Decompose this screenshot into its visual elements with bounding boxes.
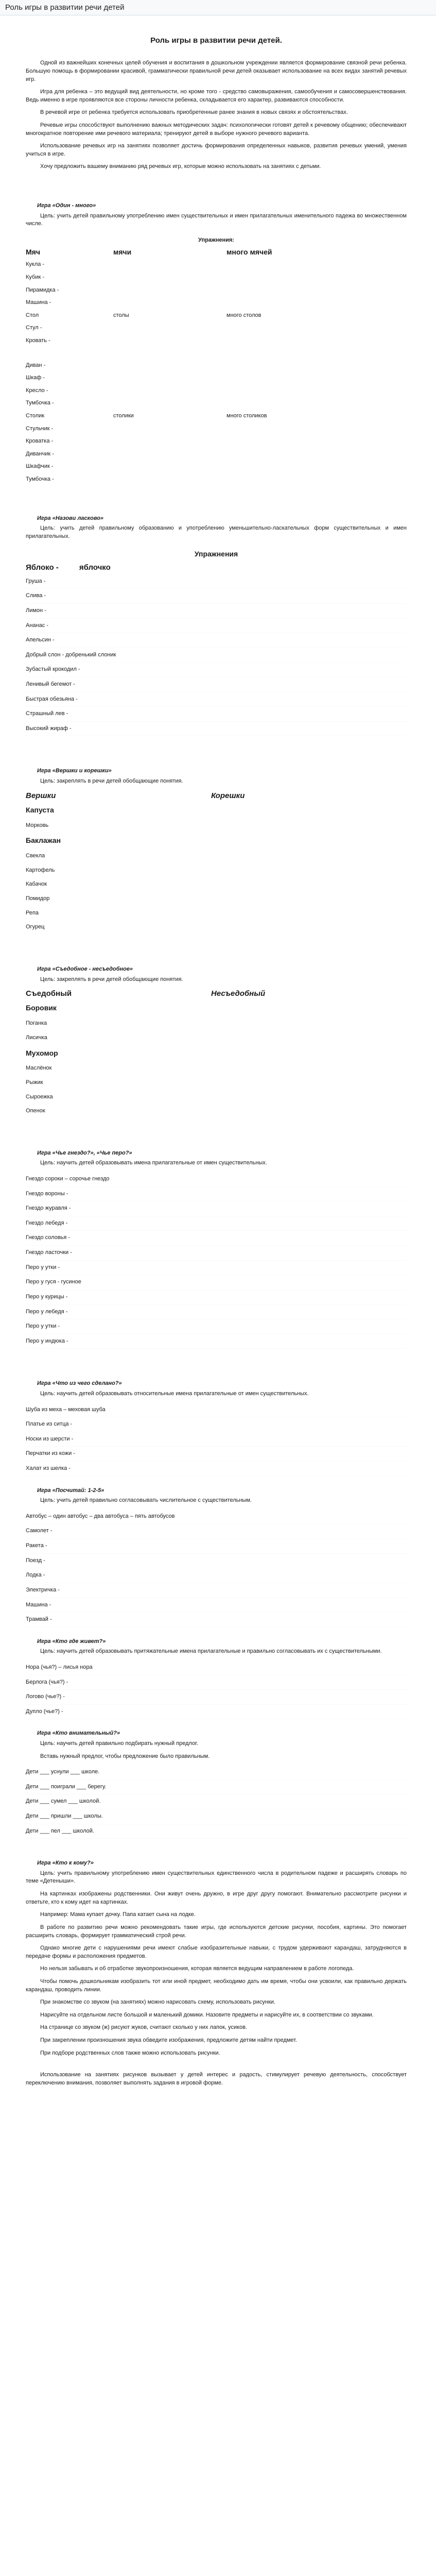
game-title: Игра «Вершки и корешки» xyxy=(37,768,112,774)
table-cell xyxy=(26,350,113,357)
body-paragraph: При закреплении произношения звука обведите изображения, предложите детям найти предмет. xyxy=(40,2037,298,2043)
intro-paragraph: Игра для ребенка – это ведущий вид деятельности, но кроме того - средство самовыражения, самообучения и самосовершенствования. Ведь именно в игре проявляются все стороны личности ребенка, складывается его характер, развиваются способности. xyxy=(26,89,407,103)
body-paragraph: В работе по развитию речи можно рекомендовать такие игры, где используются детские рисунки, пособия, картины. Это помогает расширить словарь, формирует грамматический строй речи. xyxy=(26,1924,407,1939)
table-cell xyxy=(226,374,329,382)
list-item: Перо у курицы - xyxy=(26,1290,407,1305)
game-six-section xyxy=(26,1380,407,1476)
list-item: Огурец xyxy=(26,924,45,930)
column-header: Корешки xyxy=(211,791,245,800)
list-item: Перо у утки - xyxy=(26,1319,407,1334)
body-paragraph: При знакомстве со звуком (на занятиях) можно нарисовать схему, использовать рисунки. xyxy=(40,1999,275,2006)
column-header: Съедобный xyxy=(26,989,72,998)
game-title: Игра «Один - много» xyxy=(37,202,96,209)
list-item: Кабачок xyxy=(26,881,47,888)
list-item: Высокий жираф - xyxy=(26,722,407,737)
table-cell: столики xyxy=(113,413,134,419)
game-one-table xyxy=(26,247,407,258)
game-title: Игра «Что из чего сделано?» xyxy=(37,1380,122,1387)
list-item: Дети ___ пел ___ школой. xyxy=(26,1824,407,1839)
list-item: Репа xyxy=(26,909,39,916)
list-item: Помидор xyxy=(26,895,50,902)
column-header: мячи xyxy=(113,248,132,257)
list-item: Маслёнок xyxy=(26,1065,52,1072)
list-item: Ленивый бегемот - xyxy=(26,677,407,692)
game-goal: Цель: научить детей образовывать относительные имена прилагательные от имен существительных. xyxy=(40,1390,309,1397)
game-title: Игра «Посчитай: 1-2-5» xyxy=(37,1487,104,1494)
table-cell xyxy=(226,350,329,357)
list-item: Добрый слон - добренький слоник xyxy=(26,648,407,663)
list-item: Дети ___ сумел ___ школой. xyxy=(26,1794,407,1809)
game-six-list xyxy=(26,1403,407,1477)
table-cell: Диван - xyxy=(26,362,46,368)
game-two-list xyxy=(26,574,407,737)
body-paragraph: На картинках изображены родственники. Они живут очень дружно, в игре друг другу помогают. Внимательно рассмотрите рисунки и ответьте, кто к кому идет на картинках. xyxy=(26,1891,407,1905)
game-eight-section xyxy=(26,1638,407,1720)
list-item: Баклажан xyxy=(26,836,61,845)
intro-section xyxy=(26,59,407,171)
table-cell xyxy=(113,437,226,446)
table-cell xyxy=(226,286,329,295)
list-item: Картофель xyxy=(26,867,55,873)
game-ten-paragraphs xyxy=(26,1890,407,2057)
table-cell: Стул - xyxy=(26,325,42,331)
game-seven-list xyxy=(26,1510,407,1628)
column-header: Мяч xyxy=(26,248,40,257)
game-title: Игра «Кто где живет?» xyxy=(37,1638,106,1645)
table-cell: Шкафчик - xyxy=(26,463,54,470)
body-paragraph: Но нельзя забывать и об отработке звукопроизношения, которая является ведущим направлением в работе логопеда. xyxy=(40,1965,354,1972)
list-item: Поезд - xyxy=(26,1554,407,1569)
game-seven-section xyxy=(26,1487,407,1628)
game-three-section xyxy=(26,767,407,935)
game-four-headers xyxy=(26,988,407,1000)
list-item: Боровик xyxy=(26,1004,57,1012)
table-cell: столы xyxy=(113,312,129,318)
body-paragraph: При подборе родственных слов также можно использовать рисунки. xyxy=(40,2049,220,2056)
game-title: Игра «Съедобное - несъедобное» xyxy=(37,965,133,972)
game-four-section xyxy=(26,965,407,1118)
list-item: Апельсин - xyxy=(26,633,407,648)
list-item: Ракета - xyxy=(26,1539,407,1554)
column-header: Вершки xyxy=(26,791,56,800)
game-one-rows xyxy=(26,261,407,483)
game-one-section xyxy=(26,202,407,484)
list-item: Перо у гуся - гусиное xyxy=(26,1275,407,1290)
list-item: Машина - xyxy=(26,1598,407,1613)
body-paragraph: На странице со звуком (ж) рисуют жуков, считают сколько у них лапок, усиков. xyxy=(40,2024,247,2031)
list-item: Перо у индюка - xyxy=(26,1334,407,1349)
list-item: Страшный лев - xyxy=(26,707,407,722)
table-cell xyxy=(113,399,226,408)
game-title: Игра «Чье гнездо?», «Чье перо?» xyxy=(37,1149,132,1156)
table-cell xyxy=(113,463,226,471)
list-item: Капуста xyxy=(26,805,54,814)
list-item: Дети ___ уснули ___ школе. xyxy=(26,1765,407,1780)
list-item: Ананас - xyxy=(26,619,407,634)
game-goal: Цель: закреплять в речи детей обобщающие понятия. xyxy=(40,777,183,784)
list-item: Лимон - xyxy=(26,604,407,619)
list-item: Зубастый крокодил - xyxy=(26,663,407,677)
table-cell xyxy=(226,437,329,446)
table-cell: Кубик - xyxy=(26,274,45,280)
table-cell: Кроватка - xyxy=(26,438,54,445)
intro-paragraph: В речевой игре от ребенка требуется использовать приобретенные ранее знания в новых связях и обстоятельствах. xyxy=(40,109,348,116)
game-five-section xyxy=(26,1149,407,1349)
column-header: яблочко xyxy=(79,563,111,572)
game-nine-list xyxy=(26,1765,407,1839)
list-item: Самолет - xyxy=(26,1524,407,1539)
table-cell xyxy=(113,387,226,395)
game-goal: Цель: закреплять в речи детей обобщающие понятия. xyxy=(40,976,183,982)
table-cell xyxy=(113,350,226,357)
table-cell xyxy=(226,337,329,345)
table-cell: Кровать - xyxy=(26,337,50,344)
list-item: Лисичка xyxy=(26,1034,47,1041)
exercise-label: Упражнения: xyxy=(198,236,234,243)
table-cell xyxy=(226,476,329,484)
list-item: Дети ___ поиграли ___ берегу. xyxy=(26,1780,407,1795)
game-goal: Цель: научить детей образовывать притяжательные имена прилагательные и правильно согласовывать их с существительными. xyxy=(40,1648,382,1655)
table-cell xyxy=(226,425,329,433)
list-item: Перо у утки - xyxy=(26,1261,407,1276)
list-item: Логово (чье?) - xyxy=(26,1690,407,1705)
list-item: Дети ___ пришли ___ школы. xyxy=(26,1809,407,1824)
window-title-bar xyxy=(0,0,436,15)
table-cell xyxy=(113,337,226,345)
list-item: Трамвай - xyxy=(26,1613,407,1628)
table-cell: Шкаф - xyxy=(26,375,45,381)
list-item: Халат из шелка - xyxy=(26,1462,407,1477)
body-paragraph: Например: Мама купает дочку. Папа катает сына на лодке. xyxy=(40,1911,196,1918)
table-cell xyxy=(226,261,329,269)
list-item: Поганка xyxy=(26,1020,47,1027)
table-cell: Тумбочка - xyxy=(26,400,54,406)
table-cell: Кресло - xyxy=(26,387,48,394)
game-goal: Цель: учить правильному употреблению имен существительных единственного числа в родительном падеже и расширять словарь по теме «Детеныши». xyxy=(26,1870,407,1885)
table-cell xyxy=(226,399,329,408)
game-goal: Цель: учить детей правильному образованию и употреблению уменьшительно-ласкательных форм существительных и имен прилагательных. xyxy=(26,525,407,539)
document-heading: Роль игры в развитии речи детей. xyxy=(150,36,282,45)
game-intro: Вставь нужный предлог, чтобы предложение было правильным. xyxy=(40,1753,210,1759)
intro-paragraph: Одной из важнейших конечных целей обучения и воспитания в дошкольном учреждении является формирование связной речи ребенка. Большую помощь в формировании красивой, грамматически правильной речи детей оказывает использование на всех видах занятий речевых игр. xyxy=(26,60,407,82)
table-cell xyxy=(113,425,226,433)
game-ten-section xyxy=(26,1859,407,2087)
list-item: Электричка - xyxy=(26,1583,407,1598)
body-paragraph: Однако многие дети с нарушениями речи имеют слабые изобразительные навыки, с трудом удерживают карандаш, затрудняются в передаче формы и расположения предметов. xyxy=(26,1945,407,1959)
game-five-list xyxy=(26,1172,407,1349)
game-goal: Цель: учить детей правильному употреблению имен существительных и имен прилагательных именительного падежа во множественном числе. xyxy=(26,212,407,227)
list-item: Автобус – один автобус – два автобуса – пять автобусов xyxy=(26,1510,407,1524)
list-item: Перо у лебедя - xyxy=(26,1305,407,1320)
list-item: Мухомор xyxy=(26,1048,58,1057)
game-goal: Цель: научить детей правильно подбирать нужный предлог. xyxy=(40,1740,198,1747)
list-item: Перчатки из кожи - xyxy=(26,1447,407,1462)
list-item: Лодка - xyxy=(26,1568,407,1583)
game-three-list xyxy=(26,802,407,935)
table-cell: много столиков xyxy=(226,413,267,419)
game-eight-list xyxy=(26,1660,407,1719)
list-item: Опенок xyxy=(26,1108,45,1114)
game-title: Игра «Назови ласково» xyxy=(37,515,104,521)
column-header: Несъедобный xyxy=(211,989,266,998)
list-item: Нора (чья?) – лисья нора xyxy=(26,1660,407,1675)
body-paragraph: Чтобы помочь дошкольникам изобразить тот или иной предмет, необходимо дать им время, чтобы они усвоили, как правильно держать карандаш, проводить линии. xyxy=(26,1978,407,1993)
document-page xyxy=(26,25,407,2092)
list-item: Морковь xyxy=(26,822,49,828)
table-cell: Кукла - xyxy=(26,261,45,268)
game-two-section xyxy=(26,515,407,737)
intro-paragraph: Хочу предложить вашему вниманию ряд речевых игр, которые можно использовать на занятиях с детьми. xyxy=(40,163,321,170)
column-header: Яблоко - xyxy=(26,563,59,572)
list-item: Груша - xyxy=(26,574,407,589)
game-title: Игра «Кто внимательный?» xyxy=(37,1730,120,1737)
list-item: Сыроежка xyxy=(26,1093,53,1100)
intro-paragraph: Речевые игры способствуют выполнению важных методических задач: психологически готовят детей к речевому общению; обеспечивают многократное повторение ими речевого материала; тренируют детей в выборе нужного речевого варианта. xyxy=(26,122,407,137)
table-cell xyxy=(113,261,226,269)
list-item: Гнездо ласточки - xyxy=(26,1246,407,1261)
table-cell: Стульчик - xyxy=(26,425,54,432)
intro-paragraph: Использование речевых игр на занятиях позволяет достичь формирования определенных навыков, развития речевых умений, умения учиться в игре. xyxy=(26,143,407,157)
game-goal: Цель: научить детей образовывать имена прилагательные от имен существительных. xyxy=(40,1160,267,1166)
table-cell: Пирамидка - xyxy=(26,286,59,293)
list-item: Дупло (чье?) - xyxy=(26,1705,407,1720)
list-item: Быстрая обезьяна - xyxy=(26,692,407,707)
list-item: Платье из ситца - xyxy=(26,1417,407,1432)
list-item: Гнездо сороки – сорочье гнездо xyxy=(26,1172,407,1187)
table-cell xyxy=(226,463,329,471)
list-item: Рыжик xyxy=(26,1079,43,1086)
table-cell xyxy=(226,299,329,307)
list-item: Берлога (чья?) - xyxy=(26,1675,407,1690)
game-four-list xyxy=(26,1000,407,1118)
game-nine-section xyxy=(26,1730,407,1839)
list-item: Гнездо вороны - xyxy=(26,1187,407,1202)
table-cell: Стол xyxy=(26,312,39,318)
column-header: много мячей xyxy=(226,248,272,257)
table-cell xyxy=(113,374,226,382)
game-three-headers xyxy=(26,790,407,802)
list-item: Гнездо журавля - xyxy=(26,1201,407,1216)
list-item: Гнездо лебедя - xyxy=(26,1216,407,1231)
table-cell xyxy=(226,362,329,370)
table-cell: Машина - xyxy=(26,299,51,306)
list-item: Гнездо соловья - xyxy=(26,1231,407,1246)
list-item: Шуба из меха – меховая шуба xyxy=(26,1403,407,1418)
game-title: Игра «Кто к кому?» xyxy=(37,1860,94,1867)
table-cell: Тумбочка - xyxy=(26,476,54,483)
table-cell: много столов xyxy=(226,312,261,318)
table-cell xyxy=(226,324,329,332)
table-cell: Столик xyxy=(26,413,45,419)
table-cell xyxy=(113,362,226,370)
list-item: Носки из шерсти - xyxy=(26,1432,407,1447)
table-cell xyxy=(226,387,329,395)
game-goal: Цель: учить детей правильно согласовывать числительное с существительным. xyxy=(40,1497,252,1504)
body-paragraph: Нарисуйте на отдельном листе большой и маленький домики. Назовите предметы и нарисуйте их, в соответствии со звуками. xyxy=(40,2011,374,2018)
window-title: Роль игры в развитии речи детей xyxy=(5,3,125,12)
closing-paragraph: Использование на занятиях рисунков вызывает у детей интерес и радость, стимулирует речевую деятельность, способствует переключению внимания, позволяет выполнять задания в игровой форме. xyxy=(26,2072,407,2086)
list-item: Свекла xyxy=(26,853,45,859)
table-cell: Диванчик - xyxy=(26,450,54,457)
game-two-header-row xyxy=(26,562,407,574)
table-cell xyxy=(113,324,226,332)
exercise-label: Упражнения xyxy=(194,549,238,558)
table-cell xyxy=(113,299,226,307)
table-cell xyxy=(113,476,226,484)
table-cell xyxy=(113,450,226,459)
table-cell xyxy=(226,274,329,282)
table-cell xyxy=(226,450,329,459)
list-item: Слива - xyxy=(26,589,407,604)
table-cell xyxy=(113,274,226,282)
table-cell xyxy=(113,286,226,295)
